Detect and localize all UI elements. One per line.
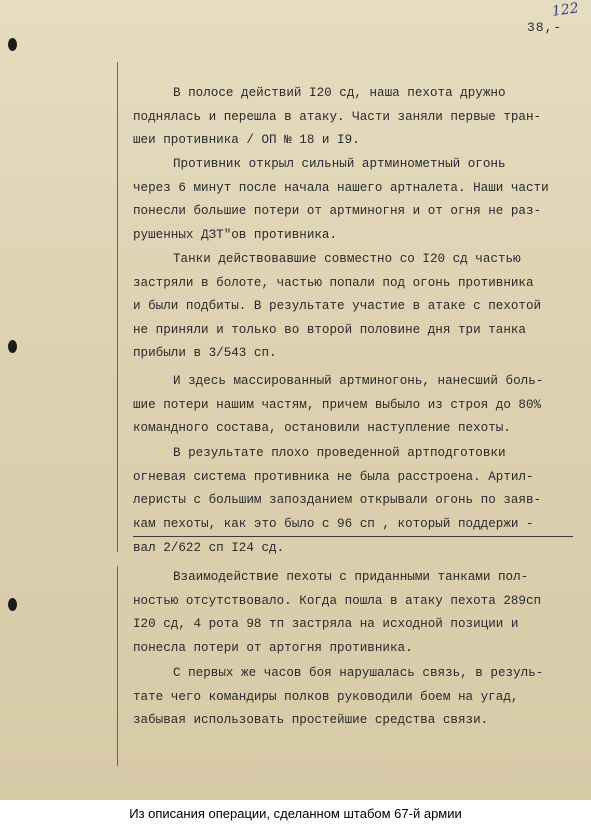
text-line: рушенных ДЗТ"ов противника. [133,227,338,242]
typed-paragraph [133,442,573,561]
text-line: огневая система противника не была расстроена. Артил- [133,469,534,484]
text-line: леристы с большим запозданием открывали огонь по заяв- [133,493,542,507]
page-number: 38,- [527,20,563,35]
text-line: не приняли и только во второй половине дня три танка [133,322,526,337]
text-line: понесла потери от артогня противника. [133,640,413,655]
text-line: застряли в болоте, частью попали под огонь противника [133,275,534,290]
binding-hole [8,598,17,611]
text-line: кам пехоты, как это было с 96 сп , который поддержи - [133,513,573,538]
text-line: И здесь массированный артминогонь, нанесший боль- [173,374,544,388]
archive-page-number: 122 [551,0,580,20]
text-line: понесли большие потери от артминогня и от огня не раз- [133,204,542,218]
text-line: В результате плохо проведенной артподготовки [173,446,506,460]
typed-paragraph [133,153,573,247]
text-line: ностью отсутствовало. Когда пошла в атаку пехота 289сп [133,593,542,608]
typed-paragraph [133,370,573,441]
typed-paragraph [133,662,573,733]
text-line: шие потери нашим частям, причем выбыло из строя до 80% [133,397,542,412]
typed-paragraph [133,82,573,153]
text-line: поднялась и перешла в атаку. Части заняли первые тран- [133,109,542,124]
text-line: и были подбиты. В результате участие в атаке с пехотой [133,299,542,313]
text-line: шеи противника / ОП № 18 и I9. [133,133,360,147]
text-line: Противник открыл сильный артминометный огонь [173,157,506,171]
text-line: прибыли в 3/543 сп. [133,346,277,360]
text-line: через 6 минут после начала нашего артналета. Наши части [133,180,549,195]
margin-line [117,62,118,552]
text-line: командного состава, остановили наступление пехоты. [133,421,511,435]
text-line: В полосе действий I20 сд, наша пехота дружно [173,86,506,100]
image-caption: Из описания операции, сделанном штабом 67-й армии [129,806,462,821]
text-line: тате чего командиры полков руководили боем на угад, [133,689,519,704]
text-line: Взаимодействие пехоты с приданными танками пол- [173,570,529,584]
margin-line [117,566,118,766]
binding-hole [8,340,17,353]
text-line: Танки действовавшие совместно со I20 сд частью [173,252,521,266]
binding-hole [8,38,17,51]
typed-paragraph [133,248,573,366]
text-line: I20 сд, 4 рота 98 тп застряла на исходной позиции и [133,617,519,631]
typed-paragraph [133,566,573,660]
text-line: С первых же часов боя нарушалась связь, в резуль- [173,666,544,680]
text-line: забывая использовать простейшие средства связи. [133,713,489,727]
text-line: вал 2/622 сп I24 сд. [133,541,285,555]
